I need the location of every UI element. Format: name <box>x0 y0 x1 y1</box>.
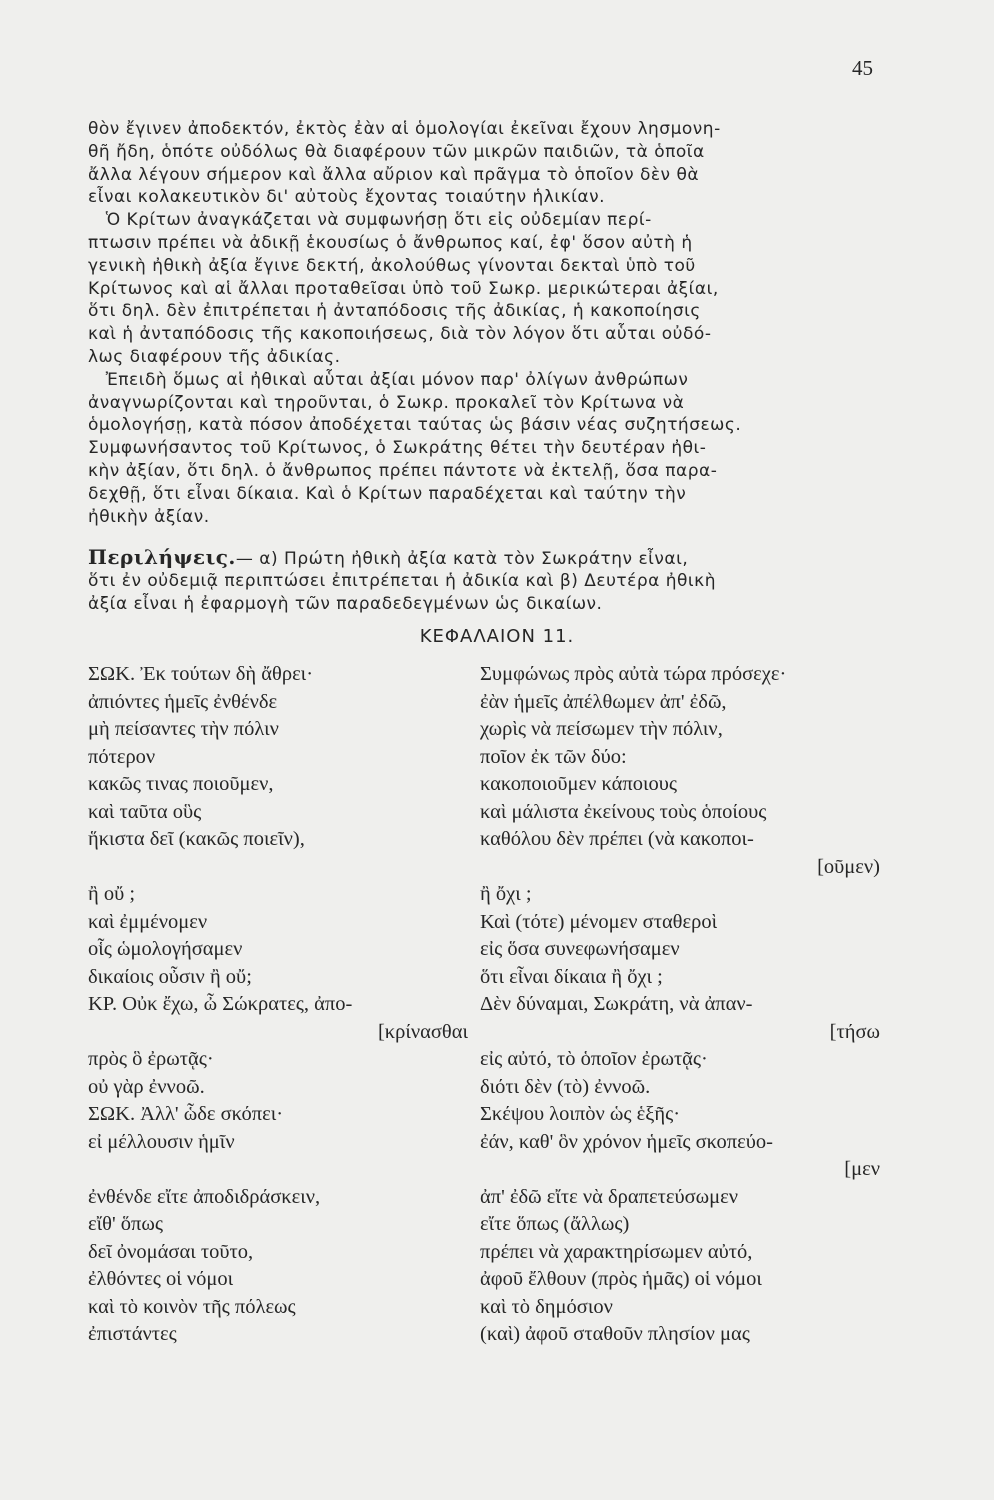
text-line: ὅτι δηλ. δὲν ἐπιτρέπεται ἡ ἀνταπόδοσις τῆς ἀδικίας, ἡ κακοποίησις <box>88 301 701 322</box>
original-line: οἷς ὡμολογήσαμεν <box>88 938 243 960</box>
translation-line: ποῖον ἐκ τῶν δύο: <box>480 745 627 768</box>
translation-line: ἐάν, καθ' ὃν χρόνον ἡμεῖς σκοπεύο- <box>480 1130 773 1153</box>
translation-line: Συμφώνως πρὸς αὐτὰ τώρα πρόσεχε· <box>480 663 787 685</box>
summary-section <box>88 544 880 616</box>
translation-line: διότι δὲν (τὸ) ἐννοῶ. <box>480 1075 651 1098</box>
original-line: πότερον <box>88 745 156 768</box>
original-line: ΣΩΚ. Ἐκ τούτων δὴ ἄθρει· <box>88 663 314 685</box>
original-line: καὶ ἐμμένομεν <box>88 910 208 933</box>
text-line: πτωσιν πρέπει νὰ ἀδικῇ ἑκουσίως ὁ ἄνθρωπος καί, ἐφ' ὅσον αὐτὴ ἡ <box>88 232 693 253</box>
text-line: ἀναγνωρίζονται καὶ τηροῦνται, ὁ Σωκρ. προκαλεῖ τὸν Κρίτωνα νὰ <box>88 392 685 413</box>
text-line: Ἐπειδὴ ὅμως αἱ ἠθικαὶ αὗται ἀξίαι μόνον παρ' ὀλίγων ἀνθρώπων <box>88 369 689 390</box>
translation-line: ἀφοῦ ἔλθουν (πρὸς ἡμᾶς) οἱ νόμοι <box>480 1268 762 1290</box>
translation-line: Καὶ (τότε) μένομεν σταθεροὶ <box>480 910 718 933</box>
original-line: ἥκιστα δεῖ (κακῶς ποιεῖν), <box>88 828 305 850</box>
text-line: θῆ ἤδη, ὁπότε οὐδόλως θὰ διαφέρουν τῶν μικρῶν παιδιῶν, τὰ ὁποῖα <box>88 141 705 162</box>
original-line: ἐνθένδε εἴτε ἀποδιδράσκειν, <box>88 1185 321 1208</box>
greek-original-column <box>88 661 468 1349</box>
summary-line <box>88 544 880 570</box>
translation-line-continuation: [τήσω <box>829 1020 880 1043</box>
text-line: Ὁ Κρίτων ἀναγκάζεται νὰ συμφωνήσῃ ὅτι εἰς οὐδεμίαν περί- <box>88 210 652 231</box>
text-line: ὁμολογήσῃ, κατὰ πόσον ἀποδέχεται ταύτας ὡς βάσιν νέας συζητήσεως. <box>88 415 742 436</box>
summary-line: ὅτι ἐν οὐδεμιᾷ περιπτώσει ἐπιτρέπεται ἡ ἀδικία καὶ β) Δευτέρα ἠθικὴ <box>88 571 716 591</box>
greek-translation-column <box>480 661 880 1349</box>
original-line: ἐπιστάντες <box>88 1323 177 1345</box>
text-line: λως διαφέρουν τῆς ἀδικίας. <box>88 346 341 367</box>
original-line: ἢ οὔ ; <box>88 883 136 905</box>
translation-line: ἐὰν ἡμεῖς ἀπέλθωμεν ἀπ' ἐδῶ, <box>480 690 727 713</box>
text-line: Κρίτωνος καὶ αἱ ἄλλαι προταθεῖσαι ὑπὸ τοῦ Σωκρ. μερικώτεραι ἀξίαι, <box>88 278 719 299</box>
translation-line: Δὲν δύναμαι, Σωκράτη, νὰ ἀπαν- <box>480 993 753 1015</box>
translation-line: κακοποιοῦμεν κάποιους <box>480 773 678 795</box>
original-line: ἐλθόντες οἱ νόμοι <box>88 1268 234 1290</box>
text-line: θὸν ἔγινεν ἀποδεκτόν, ἐκτὸς ἐὰν αἱ ὁμολογίαι ἐκεῖναι ἔχουν λησμονη- <box>88 119 721 139</box>
original-line: ΚΡ. Οὐκ ἔχω, ὦ Σώκρατες, ἀπο- <box>88 993 353 1015</box>
original-line <box>88 854 468 882</box>
text-line: κὴν ἀξίαν, ὅτι δηλ. ὁ ἄνθρωπος πρέπει πάντοτε νὰ ἐκτελῇ, ὅσα παρα- <box>88 460 718 481</box>
original-line: δικαίοις οὖσιν ἢ οὔ; <box>88 965 252 988</box>
text-line: εἶναι κολακευτικὸν δι' αὐτοὺς ἔχοντας τοιαύτην ἡλικίαν. <box>88 187 605 208</box>
original-line: δεῖ ὀνομάσαι τοῦτο, <box>88 1240 254 1263</box>
original-line: εἰ μέλλουσιν ἡμῖν <box>88 1130 235 1153</box>
translation-line: εἰς ὅσα συνεφωνήσαμεν <box>480 938 680 960</box>
translation-line: ἀπ' ἐδῶ εἴτε νὰ δραπετεύσωμεν <box>480 1185 739 1208</box>
translation-line: καὶ τὸ δημόσιον <box>480 1295 613 1318</box>
translation-line: πρέπει νὰ χαρακτηρίσωμεν αὐτό, <box>480 1240 753 1263</box>
chapter-heading: ΚΕΦΑΛΑΙΟΝ 11. <box>419 626 575 647</box>
translation-line: Σκέψου λοιπὸν ὡς ἑξῆς· <box>480 1103 681 1125</box>
original-line-continuation: [κρίνασθαι <box>377 1020 468 1043</box>
original-line: εἴθ' ὅπως <box>88 1213 163 1235</box>
original-line: ΣΩΚ. Ἀλλ' ὧδε σκόπει· <box>88 1103 284 1125</box>
text-line: γενικὴ ἠθικὴ ἀξία ἔγινε δεκτή, ἀκολούθως γίνονται δεκταὶ ὑπὸ τοῦ <box>88 255 696 276</box>
translation-line: ὅτι εἶναι δίκαια ἢ ὄχι ; <box>480 965 663 988</box>
text-line: Συμφωνήσαντος τοῦ Κρίτωνος, ὁ Σωκράτης θέτει τὴν δευτέραν ἠθι- <box>88 438 707 459</box>
commentary-text <box>88 118 880 528</box>
original-line: πρὸς ὃ ἐρωτᾷς· <box>88 1048 214 1070</box>
summary-text: — α) Πρώτη ἠθικὴ ἀξία κατὰ τὸν Σωκράτην εἶναι, <box>235 549 689 569</box>
original-line: κακῶς τινας ποιοῦμεν, <box>88 773 274 795</box>
translation-line: εἰς αὐτό, τὸ ὁποῖον ἐρωτᾷς· <box>480 1048 708 1070</box>
translation-line: καὶ μάλιστα ἐκείνους τοὺς ὁποίους <box>480 800 767 823</box>
text-line: καὶ ἡ ἀνταπόδοσις τῆς κακοποιήσεως, διὰ τὸν λόγον ὅτι αὗται οὐδό- <box>88 324 712 345</box>
text-line: δεχθῇ, ὅτι εἶναι δίκαια. Καὶ ὁ Κρίτων παραδέχεται καὶ ταύτην τὴν <box>88 483 687 504</box>
translation-line: (καὶ) ἀφοῦ σταθοῦν πλησίον μας <box>480 1323 750 1345</box>
page-number: 45 <box>852 56 873 80</box>
translation-line: εἴτε ὅπως (ἄλλως) <box>480 1213 630 1235</box>
original-line: καὶ τὸ κοινὸν τῆς πόλεως <box>88 1295 296 1318</box>
text-line: ἄλλα λέγουν σήμερον καὶ ἄλλα αὔριον καὶ πρᾶγμα τὸ ὁποῖον δὲν θὰ <box>88 164 700 185</box>
original-line: καὶ ταῦτα οὓς <box>88 800 202 823</box>
summary-line: ἀξία εἶναι ἡ ἐφαρμογὴ τῶν παραδεδεγμένων ὡς δικαίων. <box>88 593 603 614</box>
original-line: οὐ γὰρ ἐννοῶ. <box>88 1075 205 1098</box>
original-line <box>88 1156 468 1184</box>
original-line: μὴ πείσαντες τὴν πόλιν <box>88 718 279 740</box>
translation-line: καθόλου δὲν πρέπει (νὰ κακοποι- <box>480 828 754 850</box>
original-line: ἀπιόντες ἡμεῖς ἐνθένδε <box>88 690 278 713</box>
translation-line-continuation: [οῦμεν) <box>817 855 880 878</box>
translation-line: χωρὶς νὰ πείσωμεν τὴν πόλιν, <box>480 718 723 740</box>
translation-line-continuation: [μεν <box>844 1158 880 1180</box>
summary-title: Περιλήψεις. <box>88 545 236 569</box>
translation-line: ἢ ὄχι ; <box>480 883 532 905</box>
text-line: ἠθικὴν ἀξίαν. <box>88 506 210 527</box>
